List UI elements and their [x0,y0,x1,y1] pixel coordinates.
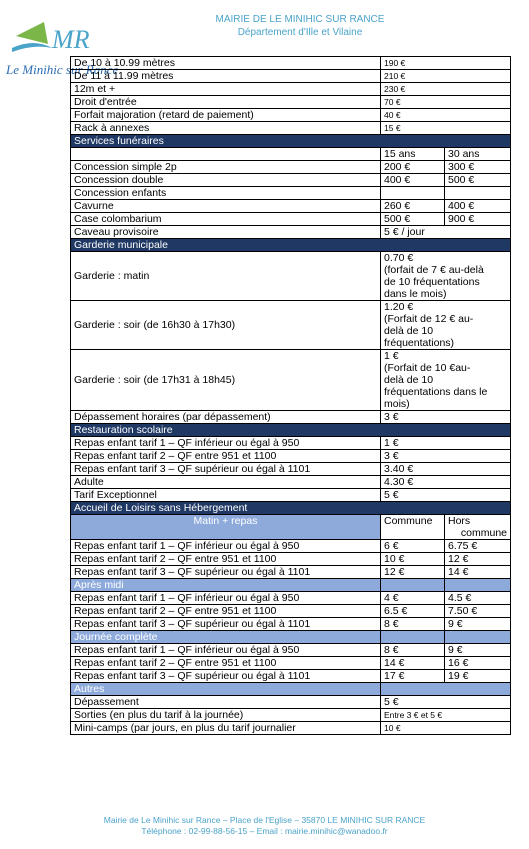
row-value: 19 € [445,670,511,683]
row-value: 40 € [381,109,511,122]
row-label: Repas enfant tarif 2 – QF entre 951 et 1100 [71,657,381,670]
row-value: 900 € [445,213,511,226]
subsection-title: Autres [71,683,381,696]
col-header: Hors commune [445,515,511,540]
table-row [71,592,511,605]
table-row [71,122,511,135]
row-value: 3 € [381,450,511,463]
row-label: Adulte [71,476,381,489]
table-row [71,722,511,735]
row-label: Garderie : soir (de 17h31 à 18h45) [71,350,381,411]
table-row [71,70,511,83]
row-value: 5 € / jour [381,226,511,239]
row-label: Repas enfant tarif 3 – QF supérieur ou égal à 1101 [71,618,381,631]
row-value: 1 € (Forfait de 10 €au- delà de 10 fréquentations dans le mois) [381,350,511,411]
row-label: Concession double [71,174,381,187]
row-value: 6.75 € [445,540,511,553]
row-label: Repas enfant tarif 3 – QF supérieur ou égal à 1101 [71,670,381,683]
row-label: Sorties (en plus du tarif à la journée) [71,709,381,722]
table-row [71,109,511,122]
row-label: Mini-camps (par jours, en plus du tarif journalier [71,722,381,735]
row-value: Entre 3 € et 5 € [381,709,511,722]
col-header: 15 ans [381,148,445,161]
subsection-header [71,631,511,644]
table-row [71,476,511,489]
row-value: 4 € [381,592,445,605]
table-row [71,213,511,226]
row-value: 400 € [445,200,511,213]
table-row [71,644,511,657]
table-row [71,96,511,109]
subsection-title: Journée complète [71,631,381,644]
table-row [71,252,511,301]
row-value: 3 € [381,411,511,424]
table-row [71,657,511,670]
row-label: De 11 à 11.99 mètres [71,70,381,83]
row-value: 16 € [445,657,511,670]
header-subtitle: Département d'Ille et Vilaine [237,27,363,38]
row-label: Repas enfant tarif 1 – QF inférieur ou égal à 950 [71,437,381,450]
fees-table [70,56,511,735]
table-row [71,450,511,463]
table-row [71,670,511,683]
section-header [71,135,511,148]
row-value: 8 € [381,618,445,631]
row-value: 9 € [445,644,511,657]
row-value: 17 € [381,670,445,683]
table-row [71,350,511,411]
row-value: 6.5 € [381,605,445,618]
table-row [71,696,511,709]
section-title: Services funéraires [71,135,511,148]
row-value [381,187,445,200]
row-value: 200 € [381,161,445,174]
row-value: 9 € [445,618,511,631]
row-value: 4.5 € [445,592,511,605]
row-value: 500 € [381,213,445,226]
row-label: Repas enfant tarif 3 – QF supérieur ou égal à 1101 [71,566,381,579]
row-value: 5 € [381,489,511,502]
row-value: 4.30 € [381,476,511,489]
row-label: Tarif Exceptionnel [71,489,381,502]
header-title: MAIRIE DE LE MINIHIC SUR RANCE [215,14,385,25]
table-row [71,83,511,96]
table-row [71,57,511,70]
row-value: 12 € [381,566,445,579]
row-value: 70 € [381,96,511,109]
row-value: 1.20 € (Forfait de 12 € au- delà de 10 fréquentations) [381,301,511,350]
subsection-title: Matin + repas [71,515,381,540]
svg-text:Le Minihic sur Rance: Le Minihic sur Rance [6,62,119,77]
footer-contact: Téléphone : 02-99-88-56-15 – Email : mairie.minihic@wanadoo.fr [141,826,388,836]
row-value [445,187,511,200]
subsection-title: Après midi [71,579,381,592]
table-row [71,618,511,631]
row-value: 15 € [381,122,511,135]
row-value: 14 € [445,566,511,579]
row-label: Concession enfants [71,187,381,200]
row-value: 0.70 € (forfait de 7 € au-delà de 10 fréquentations dans le mois) [381,252,511,301]
subsection-header [71,579,511,592]
row-value: 5 € [381,696,511,709]
table-row [71,187,511,200]
row-label: Repas enfant tarif 1 – QF inférieur ou égal à 950 [71,592,381,605]
row-label: Cavurne [71,200,381,213]
col-header: Commune [381,515,445,540]
table-row [71,709,511,722]
row-value: 300 € [445,161,511,174]
row-label: Dépassement [71,696,381,709]
section-header [71,239,511,252]
section-title: Restauration scolaire [71,424,511,437]
table-row [71,437,511,450]
row-label: Garderie : soir (de 16h30 à 17h30) [71,301,381,350]
row-value: 3.40 € [381,463,511,476]
table-row [71,174,511,187]
row-value: 260 € [381,200,445,213]
row-value: 10 € [381,722,511,735]
row-label: Repas enfant tarif 1 – QF inférieur ou égal à 950 [71,644,381,657]
row-value: 1 € [381,437,511,450]
row-label: Repas enfant tarif 1 – QF inférieur ou égal à 950 [71,540,381,553]
row-label: Concession simple 2p [71,161,381,174]
row-label: Droit d'entrée [71,96,381,109]
section-title: Accueil de Loisirs sans Hébergement [71,502,511,515]
row-label: Dépassement horaires (par dépassement) [71,411,381,424]
row-value: 210 € [381,70,511,83]
table-row [71,161,511,174]
section-title: Garderie municipale [71,239,511,252]
row-label: Repas enfant tarif 3 – QF supérieur ou égal à 1101 [71,463,381,476]
row-value: 8 € [381,644,445,657]
subsection-header [71,683,511,696]
row-label: Garderie : matin [71,252,381,301]
row-label: Repas enfant tarif 2 – QF entre 951 et 1100 [71,605,381,618]
row-value: 10 € [381,553,445,566]
table-row [71,605,511,618]
row-value: 230 € [381,83,511,96]
section-header [71,502,511,515]
row-label: Forfait majoration (retard de paiement) [71,109,381,122]
row-label: Rack à annexes [71,122,381,135]
row-label: Repas enfant tarif 2 – QF entre 951 et 1100 [71,553,381,566]
svg-text:MR: MR [52,25,90,54]
table-row [71,566,511,579]
row-label: Repas enfant tarif 2 – QF entre 951 et 1100 [71,450,381,463]
row-label: 12m et + [71,83,381,96]
section-header [71,424,511,437]
table-row [71,226,511,239]
row-value: 400 € [381,174,445,187]
subsection-header [71,515,511,540]
row-value: 500 € [445,174,511,187]
table-row [71,200,511,213]
table-row [71,148,511,161]
row-value: 7.50 € [445,605,511,618]
table-row [71,540,511,553]
row-label: Case colombarium [71,213,381,226]
col-header: 30 ans [445,148,511,161]
table-row [71,553,511,566]
footer-address: Mairie de Le Minihic sur Rance – Place de l'Eglise – 35870 LE MINIHIC SUR RANCE [103,815,426,825]
table-row [71,411,511,424]
row-label: Caveau provisoire [71,226,381,239]
table-row [71,463,511,476]
table-row [71,301,511,350]
row-value: 12 € [445,553,511,566]
row-value: 190 € [381,57,511,70]
row-label: De 10 à 10.99 mètres [71,57,381,70]
row-value: 14 € [381,657,445,670]
row-value: 6 € [381,540,445,553]
table-row [71,489,511,502]
